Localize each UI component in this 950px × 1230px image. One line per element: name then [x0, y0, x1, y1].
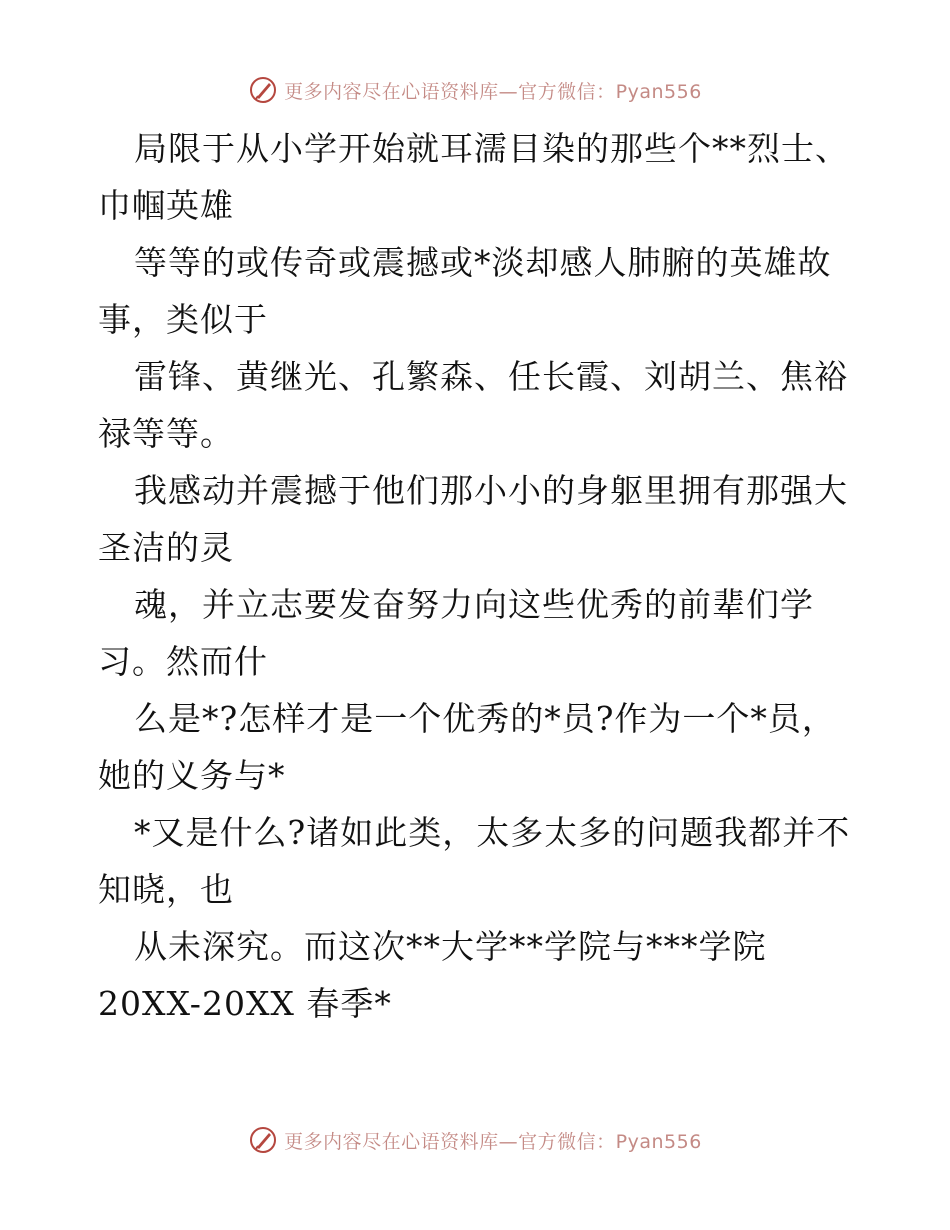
paragraph-line: 巾帼英雄	[98, 186, 234, 225]
paragraph-line: 等等的或传奇或震撼或*淡却感人肺腑的英雄故	[134, 243, 832, 282]
paragraph-line: 20XX-20XX 春季*	[98, 984, 392, 1023]
paragraph-line: 她的义务与*	[98, 756, 286, 795]
footer-watermark-text: 更多内容尽在心语资料库—官方微信：Pyan556	[284, 1130, 702, 1153]
header-watermark-text: 更多内容尽在心语资料库—官方微信：Pyan556	[284, 80, 702, 103]
paragraph-line: 禄等等。	[98, 414, 234, 453]
paragraph-line: 习。然而什	[98, 642, 268, 681]
paragraph-line: 事，类似于	[98, 300, 268, 339]
paragraph-line: 从未深究。而这次**大学**学院与***学院	[134, 927, 767, 966]
paragraph-line: 我感动并震撼于他们那小小的身躯里拥有那强大	[134, 471, 848, 510]
paragraph-line: 局限于从小学开始就耳濡目染的那些个**烈士、	[134, 129, 849, 168]
quill-pen-logo-icon	[248, 1125, 278, 1155]
paragraph-line: *又是什么?诸如此类，太多太多的问题我都并不	[134, 813, 851, 852]
paragraph-line: 么是*?怎样才是一个优秀的*员?作为一个*员，	[134, 699, 836, 738]
paragraph-line: 圣洁的灵	[98, 528, 234, 567]
document-body	[98, 120, 868, 1032]
header-watermark-banner	[0, 70, 950, 110]
paragraph-line: 魂，并立志要发奋努力向这些优秀的前辈们学	[134, 585, 814, 624]
paragraph-line: 雷锋、黄继光、孔繁森、任长霞、刘胡兰、焦裕	[134, 357, 848, 396]
footer-watermark-banner	[0, 1120, 950, 1160]
paragraph-line: 知晓，也	[98, 870, 234, 909]
quill-pen-logo-icon	[248, 75, 278, 105]
